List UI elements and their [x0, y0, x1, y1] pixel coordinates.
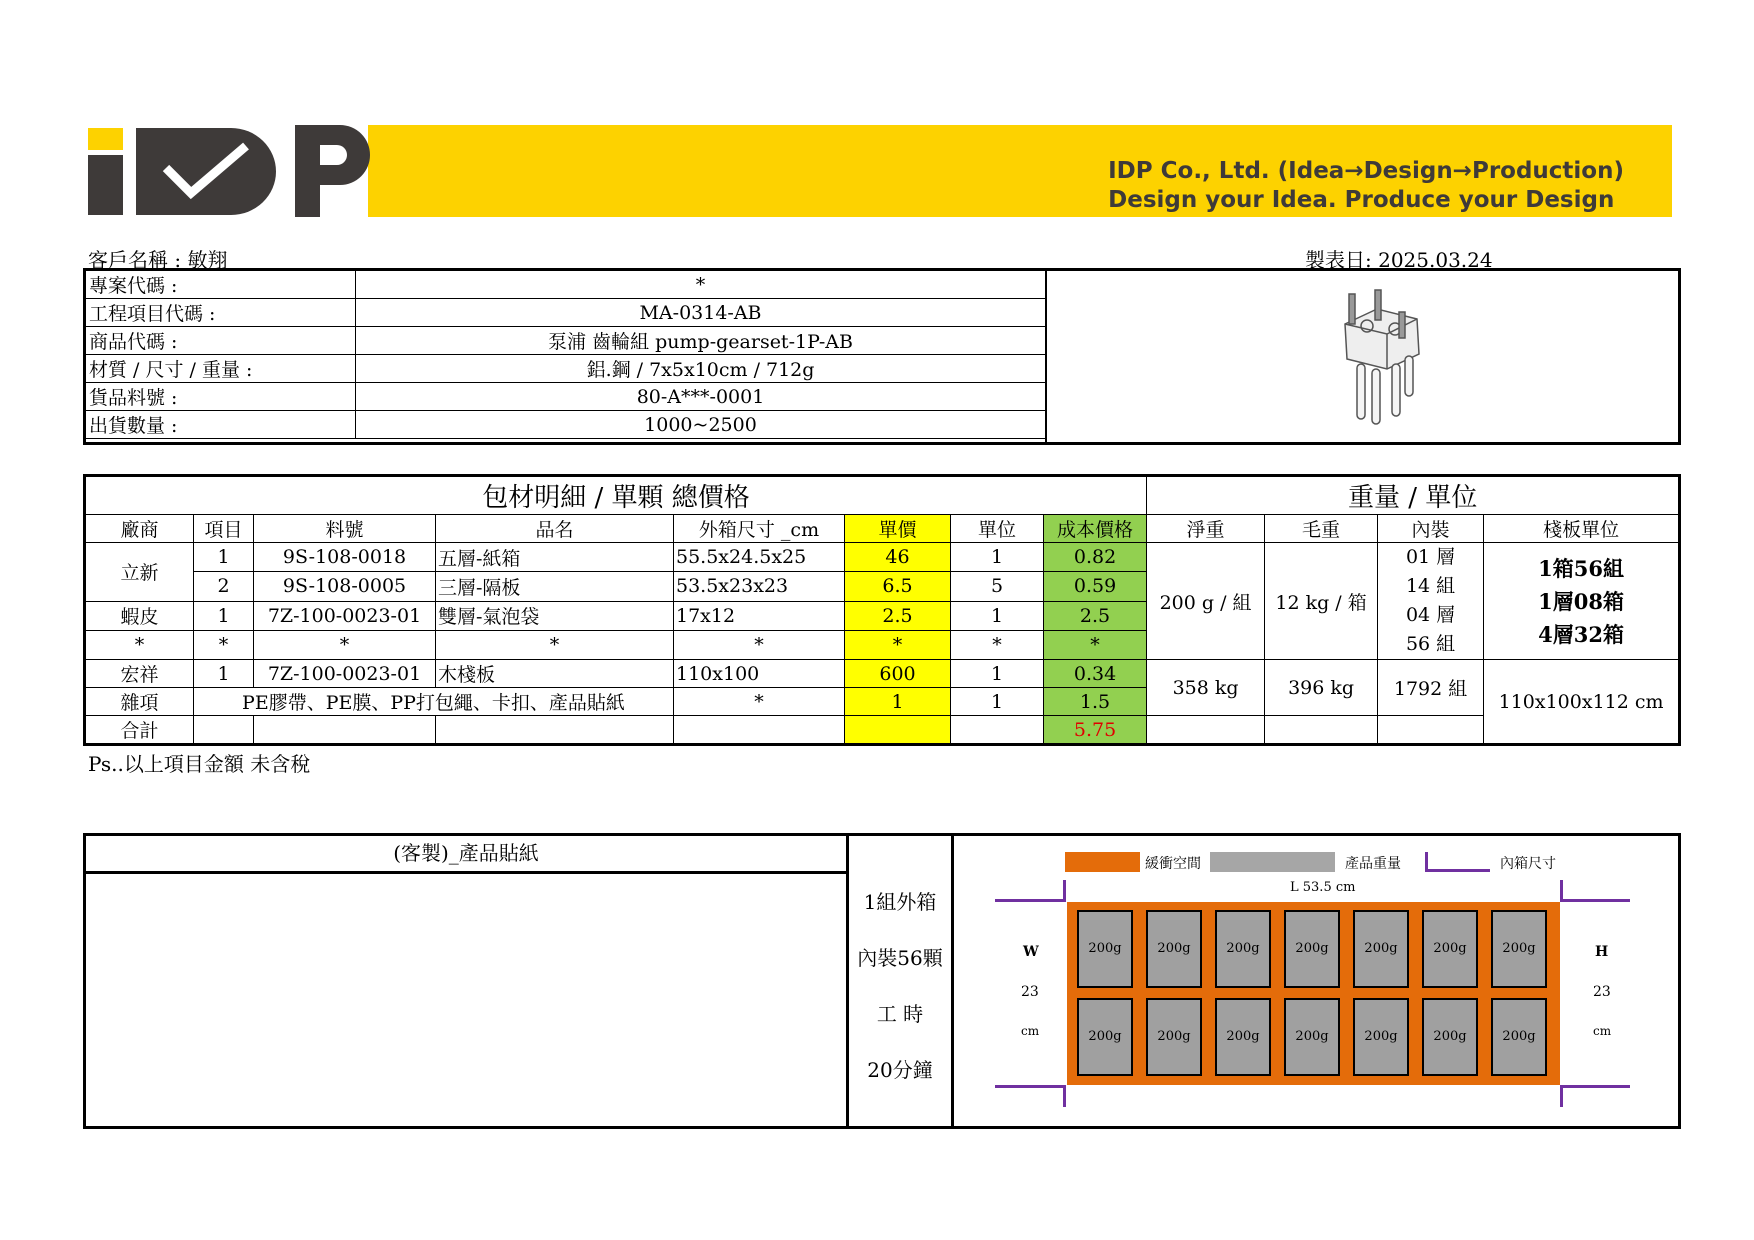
h-unit: cm [1593, 1024, 1612, 1038]
total-label: 合計 [85, 716, 194, 745]
product-weight-box: 200g [1422, 998, 1478, 1076]
info-row [86, 327, 1046, 355]
col-header: 單位 [951, 515, 1044, 543]
inner-line [1560, 880, 1563, 902]
length-label: L 53.5 cm [1290, 880, 1356, 895]
product-weight-box: 200g [1215, 998, 1271, 1076]
buffer-area [1067, 902, 1560, 1085]
tax-note: Ps..以上項目金額 未含稅 [88, 752, 311, 776]
unit-cell: 1 [951, 660, 1044, 688]
size-cell: * [674, 630, 845, 659]
w-value: 23 [1021, 984, 1039, 1000]
vendor-cell: 雜項 [85, 688, 194, 716]
item-cell: 1 [194, 543, 254, 572]
part-cell: * [254, 630, 436, 659]
created-date: 製表日: 2025.03.24 [1305, 248, 1493, 272]
inner-line [995, 899, 1065, 902]
vendor-cell: 蝦皮 [85, 601, 194, 630]
part-cell: 7Z-100-0023-01 [254, 660, 436, 688]
name-cell: 五層-紙箱 [436, 543, 674, 572]
product-weight-box: 200g [1284, 910, 1340, 988]
price-cell: 6.5 [845, 572, 951, 601]
cost-cell: 0.82 [1044, 543, 1147, 572]
empty-cell [436, 716, 674, 745]
info-label: 工程項目代碼 : [86, 299, 356, 327]
col-header: 品名 [436, 515, 674, 543]
info-value: 80-A***-0001 [356, 383, 1046, 411]
unit-cell: 5 [951, 572, 1044, 601]
product-weight-box: 200g [1422, 910, 1478, 988]
divider [951, 836, 954, 1126]
inner-layer: 04 層 [1405, 604, 1456, 626]
product-weight-box: 200g [1353, 910, 1409, 988]
info-row [86, 383, 1046, 411]
unit-cell: * [951, 630, 1044, 659]
pack-title: 包材明細 / 單顆 總價格 [85, 476, 1147, 515]
table-row [85, 543, 1680, 572]
carton-line: 工 時 [876, 1002, 924, 1026]
cost-cell: 0.59 [1044, 572, 1147, 601]
product-weight-box: 200g [1353, 998, 1409, 1076]
cost-cell: 1.5 [1044, 688, 1147, 716]
total-row [85, 716, 1680, 745]
info-label: 材質 / 尺寸 / 重量 : [86, 355, 356, 383]
product-weight-box: 200g [1284, 998, 1340, 1076]
info-row [86, 411, 1046, 439]
carton-line: 20分鐘 [867, 1058, 933, 1082]
empty-cell [254, 716, 436, 745]
product-weight-box: 200g [1491, 910, 1547, 988]
inner-sets: 56 組 [1405, 633, 1456, 655]
col-header: 廠商 [85, 515, 194, 543]
company-tagline [1108, 157, 1624, 215]
table-row [85, 660, 1680, 688]
company-slogan: Design your Idea. Produce your Design [1108, 187, 1615, 213]
unit-cell: 1 [951, 688, 1044, 716]
inner-layer: 01 層 [1405, 546, 1456, 568]
item-cell: 1 [194, 601, 254, 630]
name-cell: 雙層-氣泡袋 [436, 601, 674, 630]
h-value: 23 [1593, 984, 1611, 1000]
product-image-cell [1045, 270, 1681, 443]
info-label: 商品代碼 : [86, 327, 356, 355]
total-cost: 5.75 [1044, 716, 1147, 745]
col-header: 項目 [194, 515, 254, 543]
size-cell: 55.5x24.5x25 [674, 543, 845, 572]
size-cell: 110x100 [674, 660, 845, 688]
price-cell: 2.5 [845, 601, 951, 630]
product-weight-box: 200g [1146, 998, 1202, 1076]
col-header: 單價 [845, 515, 951, 543]
empty-cell [194, 716, 254, 745]
cost-cell: 2.5 [1044, 601, 1147, 630]
product-weight-box: 200g [1146, 910, 1202, 988]
col-header: 內裝 [1378, 515, 1484, 543]
product-weight-box: 200g [1077, 998, 1133, 1076]
col-header: 成本價格 [1044, 515, 1147, 543]
product-weight-box: 200g [1215, 910, 1271, 988]
part-cell: 7Z-100-0023-01 [254, 601, 436, 630]
logo-i-dot [88, 128, 123, 150]
empty-cell [1147, 716, 1265, 745]
misc-desc-cell: PE膠帶、PE膜、PP打包繩、卡扣、產品貼紙 [194, 688, 674, 716]
info-value: MA-0314-AB [356, 299, 1046, 327]
inner-line [995, 1085, 1065, 1088]
item-cell: 2 [194, 572, 254, 601]
inner-line [1063, 880, 1066, 902]
price-cell: 600 [845, 660, 951, 688]
info-value: * [356, 271, 1046, 299]
legend-product-swatch [1210, 852, 1335, 872]
vendor-cell: 宏祥 [85, 660, 194, 688]
empty-cell [674, 716, 845, 745]
company-name: IDP Co., Ltd. (Idea→Design→Production) [1108, 158, 1624, 184]
empty-cell [951, 716, 1044, 745]
legend-buffer-swatch [1065, 852, 1140, 872]
col-header: 毛重 [1265, 515, 1378, 543]
w-unit: cm [1021, 1024, 1040, 1038]
price-cell: 1 [845, 688, 951, 716]
col-header: 棧板單位 [1484, 515, 1680, 543]
empty-cell [1378, 716, 1484, 745]
inner-line [1560, 899, 1630, 902]
price-cell: 46 [845, 543, 951, 572]
pallet-unit-cell [1484, 543, 1680, 660]
net-weight-total-cell: 358 kg [1147, 660, 1265, 716]
gross-weight-total-cell: 396 kg [1265, 660, 1378, 716]
info-label: 貨品料號 : [86, 383, 356, 411]
legend-buffer: 緩衝空間 [1145, 856, 1201, 872]
sticker-title: (客製)_產品貼紙 [86, 836, 846, 874]
pallet-line: 1箱56組 [1538, 555, 1624, 581]
inner-line [1063, 1085, 1066, 1107]
size-cell: 53.5x23x23 [674, 572, 845, 601]
vendor-cell: 立新 [85, 543, 194, 602]
info-value: 鋁.鋼 / 7x5x10cm / 712g [356, 355, 1046, 383]
customer-name: 客戶名稱 : 敏翔 [88, 248, 228, 272]
product-weight-box: 200g [1077, 910, 1133, 988]
packing-diagram [995, 852, 1635, 1112]
info-label: 出貨數量 : [86, 411, 356, 439]
info-table [85, 270, 1046, 439]
w-label: W [1023, 944, 1039, 960]
carton-info [849, 836, 951, 1126]
info-value: 1000~2500 [356, 411, 1046, 439]
header-banner [88, 125, 1672, 217]
logo-d-check-icon [136, 128, 276, 215]
info-row [86, 355, 1046, 383]
pallet-size-cell: 110x100x112 cm [1484, 660, 1680, 745]
legend-inner: 內箱尺寸 [1500, 856, 1556, 872]
cost-cell: * [1044, 630, 1147, 659]
carton-line: 內裝56顆 [857, 946, 943, 970]
info-row [86, 271, 1046, 299]
logo-p [295, 125, 370, 217]
empty-cell [845, 716, 951, 745]
unit-cell: 1 [951, 601, 1044, 630]
col-header: 淨重 [1147, 515, 1265, 543]
size-cell: * [674, 688, 845, 716]
inner-cell [1378, 543, 1484, 660]
legend-product: 產品重量 [1345, 856, 1401, 872]
carton-line: 1組外箱 [863, 890, 937, 914]
cost-cell: 0.34 [1044, 660, 1147, 688]
inner-sets: 14 組 [1405, 575, 1456, 597]
product-weight-box: 200g [1491, 998, 1547, 1076]
name-cell: 木棧板 [436, 660, 674, 688]
net-weight-cell: 200 g / 組 [1147, 543, 1265, 660]
part-cell: 9S-108-0018 [254, 543, 436, 572]
inner-line [1560, 1085, 1563, 1107]
legend-inner-swatch [1425, 852, 1490, 872]
name-cell: 三層-隔板 [436, 572, 674, 601]
item-cell: * [194, 630, 254, 659]
pallet-line: 1層08箱 [1538, 588, 1624, 614]
info-label: 專案代碼 : [86, 271, 356, 299]
logo-i [88, 155, 123, 215]
inner-line [1560, 1085, 1630, 1088]
info-value: 泵浦 齒輪組 pump-gearset-1P-AB [356, 327, 1046, 355]
inner-total-cell: 1792 組 [1378, 660, 1484, 716]
product-image [1337, 284, 1427, 434]
vendor-cell: * [85, 630, 194, 659]
info-row [86, 299, 1046, 327]
part-cell: 9S-108-0005 [254, 572, 436, 601]
packing-table [83, 474, 1681, 746]
h-label: H [1595, 944, 1609, 960]
item-cell: 1 [194, 660, 254, 688]
pallet-line: 4層32箱 [1538, 621, 1624, 647]
weight-title: 重量 / 單位 [1147, 476, 1680, 515]
price-cell: * [845, 630, 951, 659]
size-cell: 17x12 [674, 601, 845, 630]
unit-cell: 1 [951, 543, 1044, 572]
col-header: 料號 [254, 515, 436, 543]
name-cell: * [436, 630, 674, 659]
empty-cell [1265, 716, 1378, 745]
col-header: 外箱尺寸 _cm [674, 515, 845, 543]
gross-weight-cell: 12 kg / 箱 [1265, 543, 1378, 660]
